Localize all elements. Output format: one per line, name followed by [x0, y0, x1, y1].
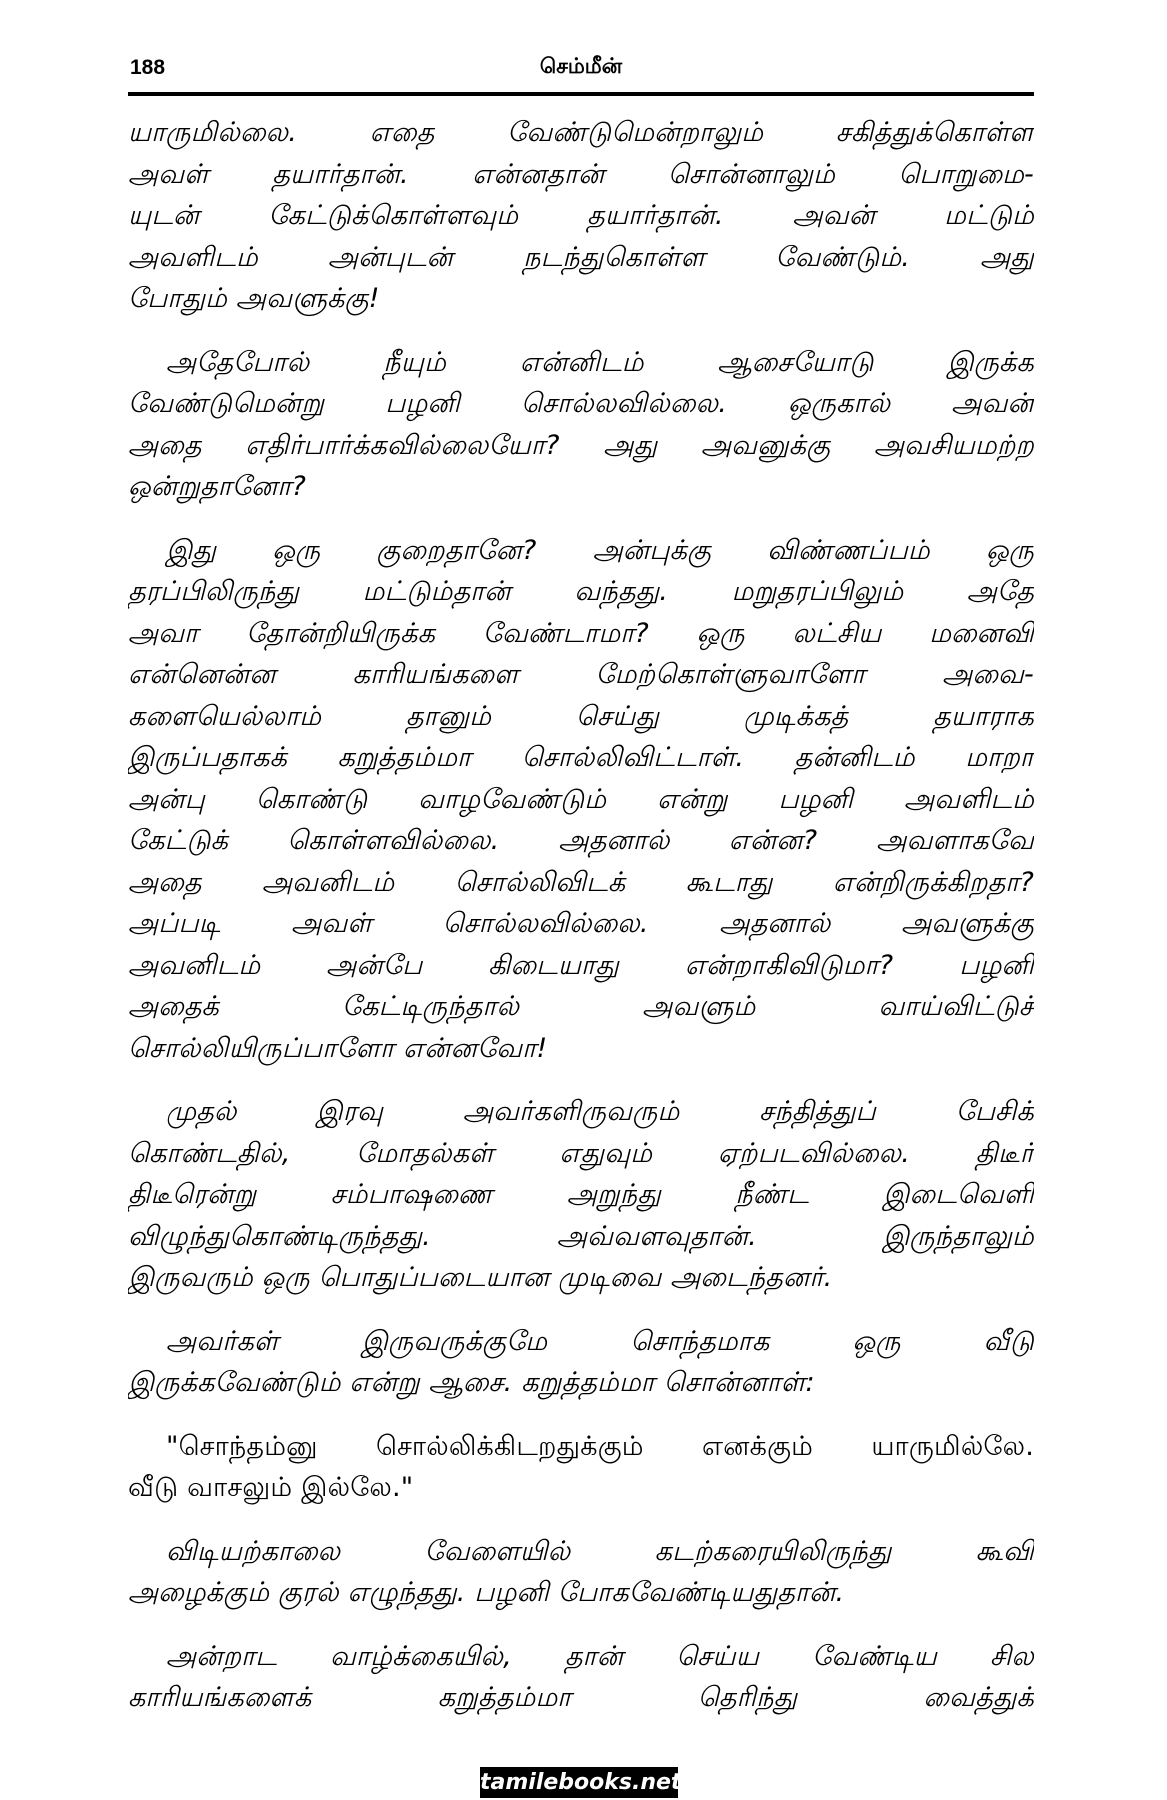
watermark-label: tamilebooks.net — [480, 1767, 678, 1798]
text-line: என்னென்ன காரியங்களை மேற்கொள்ளுவாளோ அவை- — [128, 659, 1034, 690]
running-title: செம்மீன் — [539, 54, 623, 78]
paragraph — [128, 1531, 1034, 1614]
text-line: போதும் அவளுக்கு! — [128, 283, 380, 314]
text-line: வீடு வாசலும் இல்லே." — [128, 1472, 414, 1503]
text-line: களையெல்லாம் தானும் செய்து முடிக்கத் தயாராக — [128, 700, 1034, 732]
page-header — [128, 52, 1034, 96]
text-line: இது ஒரு குறைதானே? அன்புக்கு விண்ணப்பம் ஒரு — [166, 534, 1034, 566]
text-line: அவனிடம் அன்பே கிடையாது என்றாகிவிடுமா? பழனி — [128, 949, 1034, 981]
text-line: வேண்டுமென்று பழனி சொல்லவில்லை. ஒருகால் அவன் — [128, 388, 1034, 419]
text-line: அதை எதிர்பார்க்கவில்லையோ? அது அவனுக்கு அவசியமற்ற — [128, 429, 1034, 461]
text-line: அவர்கள் இருவருக்குமே சொந்தமாக ஒரு வீடு — [166, 1325, 1034, 1357]
paragraph — [128, 1426, 1034, 1509]
text-line: விழுந்துகொண்டிருந்தது. அவ்வளவுதான். இருந்தாலும் — [128, 1220, 1034, 1252]
text-line: அதைக் கேட்டிருந்தால் அவளும் வாய்விட்டுச் — [128, 991, 1034, 1022]
page-number: 188 — [130, 56, 166, 79]
text-line: இருப்பதாகக் கறுத்தம்மா சொல்லிவிட்டாள். தன்னிடம் மாறா — [128, 742, 1034, 773]
text-line: இருக்கவேண்டும் என்று ஆசை. கறுத்தம்மா சொன்னாள்: — [128, 1367, 815, 1398]
text-line: "சொந்தம்னு சொல்லிக்கிடறதுக்கும் எனக்கும் யாருமில்லே. — [166, 1430, 1034, 1462]
text-line: அதை அவனிடம் சொல்லிவிடக் கூடாது என்றிருக்கிறதா? — [128, 866, 1034, 898]
text-line: அதேபோல் நீயும் என்னிடம் ஆசையோடு இருக்க — [166, 346, 1034, 378]
text-line: காரியங்களைக் கறுத்தம்மா தெரிந்து வைத்துக் — [128, 1682, 1034, 1713]
paragraph — [128, 530, 1034, 1070]
text-line: இருவரும் ஒரு பொதுப்படையான முடிவை அடைந்தனர். — [128, 1262, 833, 1293]
paragraph — [128, 1321, 1034, 1404]
text-line: தரப்பிலிருந்து மட்டும்தான் வந்தது. மறுதரப்பிலும் அதே — [128, 576, 1034, 607]
text-line: கொண்டதில், மோதல்கள் எதுவும் ஏற்படவில்லை. திடீர் — [128, 1137, 1034, 1169]
paragraph — [128, 1636, 1034, 1719]
paragraph — [128, 112, 1034, 320]
text-line: யுடன் கேட்டுக்கொள்ளவும் தயார்தான். அவன் மட்டும் — [128, 200, 1034, 231]
page-body — [128, 112, 1034, 1741]
text-line: முதல் இரவு அவர்களிருவரும் சந்தித்துப் பேசிக் — [166, 1096, 1034, 1127]
paragraph — [128, 342, 1034, 508]
text-line: ஒன்றுதானோ? — [128, 471, 307, 502]
header-rule — [128, 92, 1034, 96]
paragraph — [128, 1091, 1034, 1299]
text-line: அவா தோன்றியிருக்க வேண்டாமா? ஒரு லட்சிய மனைவி — [128, 617, 1034, 649]
text-line: அவளிடம் அன்புடன் நடந்துகொள்ள வேண்டும். அது — [128, 241, 1034, 273]
text-line: கேட்டுக் கொள்ளவில்லை. அதனால் என்ன? அவளாகவே — [128, 825, 1034, 856]
text-line: அன்பு கொண்டு வாழவேண்டும் என்று பழனி அவளிடம் — [128, 783, 1034, 815]
text-line: அன்றாட வாழ்க்கையில், தான் செய்ய வேண்டிய சில — [166, 1640, 1034, 1672]
text-line: விடியற்காலை வேளையில் கடற்கரையிலிருந்து கூவி — [166, 1535, 1034, 1567]
text-line: யாருமில்லை. எதை வேண்டுமென்றாலும் சகித்துக்கொள்ள — [128, 117, 1034, 148]
text-line: அவள் தயார்தான். என்னதான் சொன்னாலும் பொறுமை- — [128, 158, 1034, 190]
text-line: சொல்லியிருப்பாளோ என்னவோ! — [128, 1032, 548, 1064]
text-line: திடீரென்று சம்பாஷணை அறுந்து நீண்ட இடைவெளி — [128, 1179, 1034, 1210]
text-line: அப்படி அவள் சொல்லவில்லை. அதனால் அவளுக்கு — [128, 908, 1034, 939]
text-line: அழைக்கும் குரல் எழுந்தது. பழனி போகவேண்டியதுதான். — [128, 1577, 845, 1608]
